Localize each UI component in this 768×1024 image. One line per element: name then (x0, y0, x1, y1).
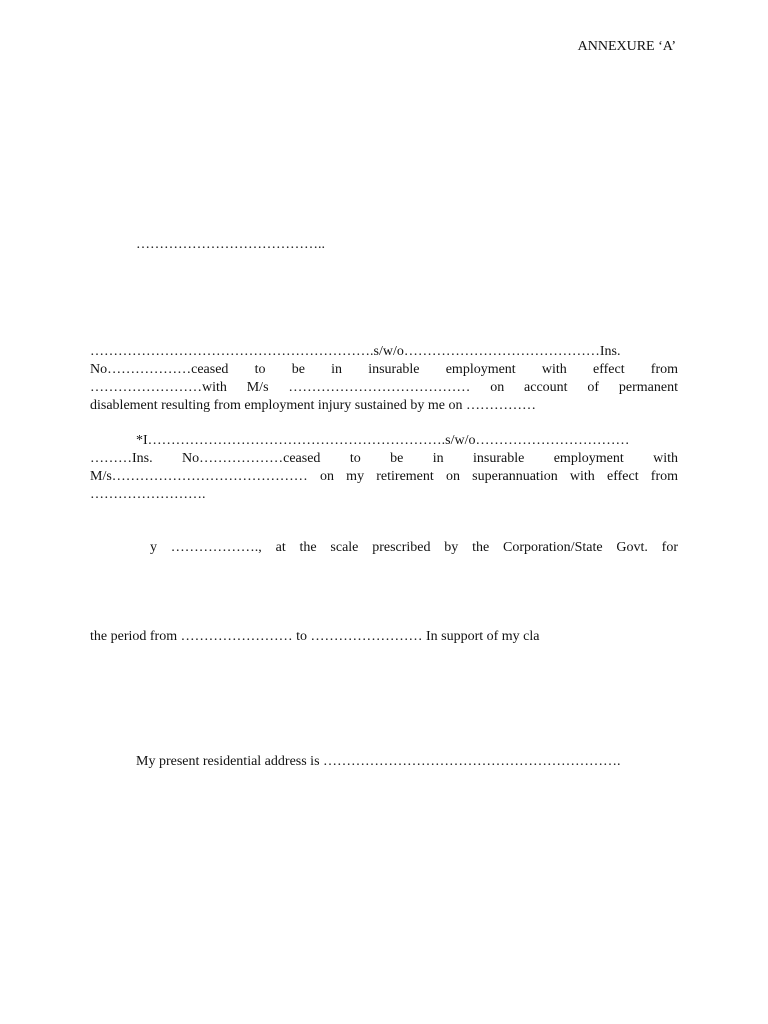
paragraph-line: ……………………. (90, 487, 206, 502)
annexure-heading: ANNEXURE ‘A’ (577, 39, 676, 54)
paragraph-line: No………………ceased to be in insurable employment with effect from (90, 362, 678, 377)
paragraph-disablement (90, 343, 678, 415)
paragraph-line: …………………………………………………….s/w/o……………………………………Ins. (90, 344, 621, 359)
blank-name-line: ………………………………….. (136, 237, 325, 252)
residential-address-line: My present residential address is ………………………………………………………. (136, 754, 621, 769)
paragraph-retirement (90, 432, 678, 504)
paragraph-line: ……………………with M/s ………………………………… on account of permanent (90, 380, 678, 395)
paragraph-line: ………Ins. No………………ceased to be in insurable employment with (90, 451, 678, 466)
period-line: the period from …………………… to …………………… In support of my cla (90, 629, 540, 644)
scale-line: y ………………., at the scale prescribed by the Corporation/State Govt. for (150, 540, 678, 555)
paragraph-line: M/s…………………………………… on my retirement on superannuation with effect from (90, 469, 678, 484)
paragraph-line: disablement resulting from employment injury sustained by me on …………… (90, 398, 536, 413)
paragraph-line: *I……………………………………………………….s/w/o…………………………… (136, 433, 630, 448)
